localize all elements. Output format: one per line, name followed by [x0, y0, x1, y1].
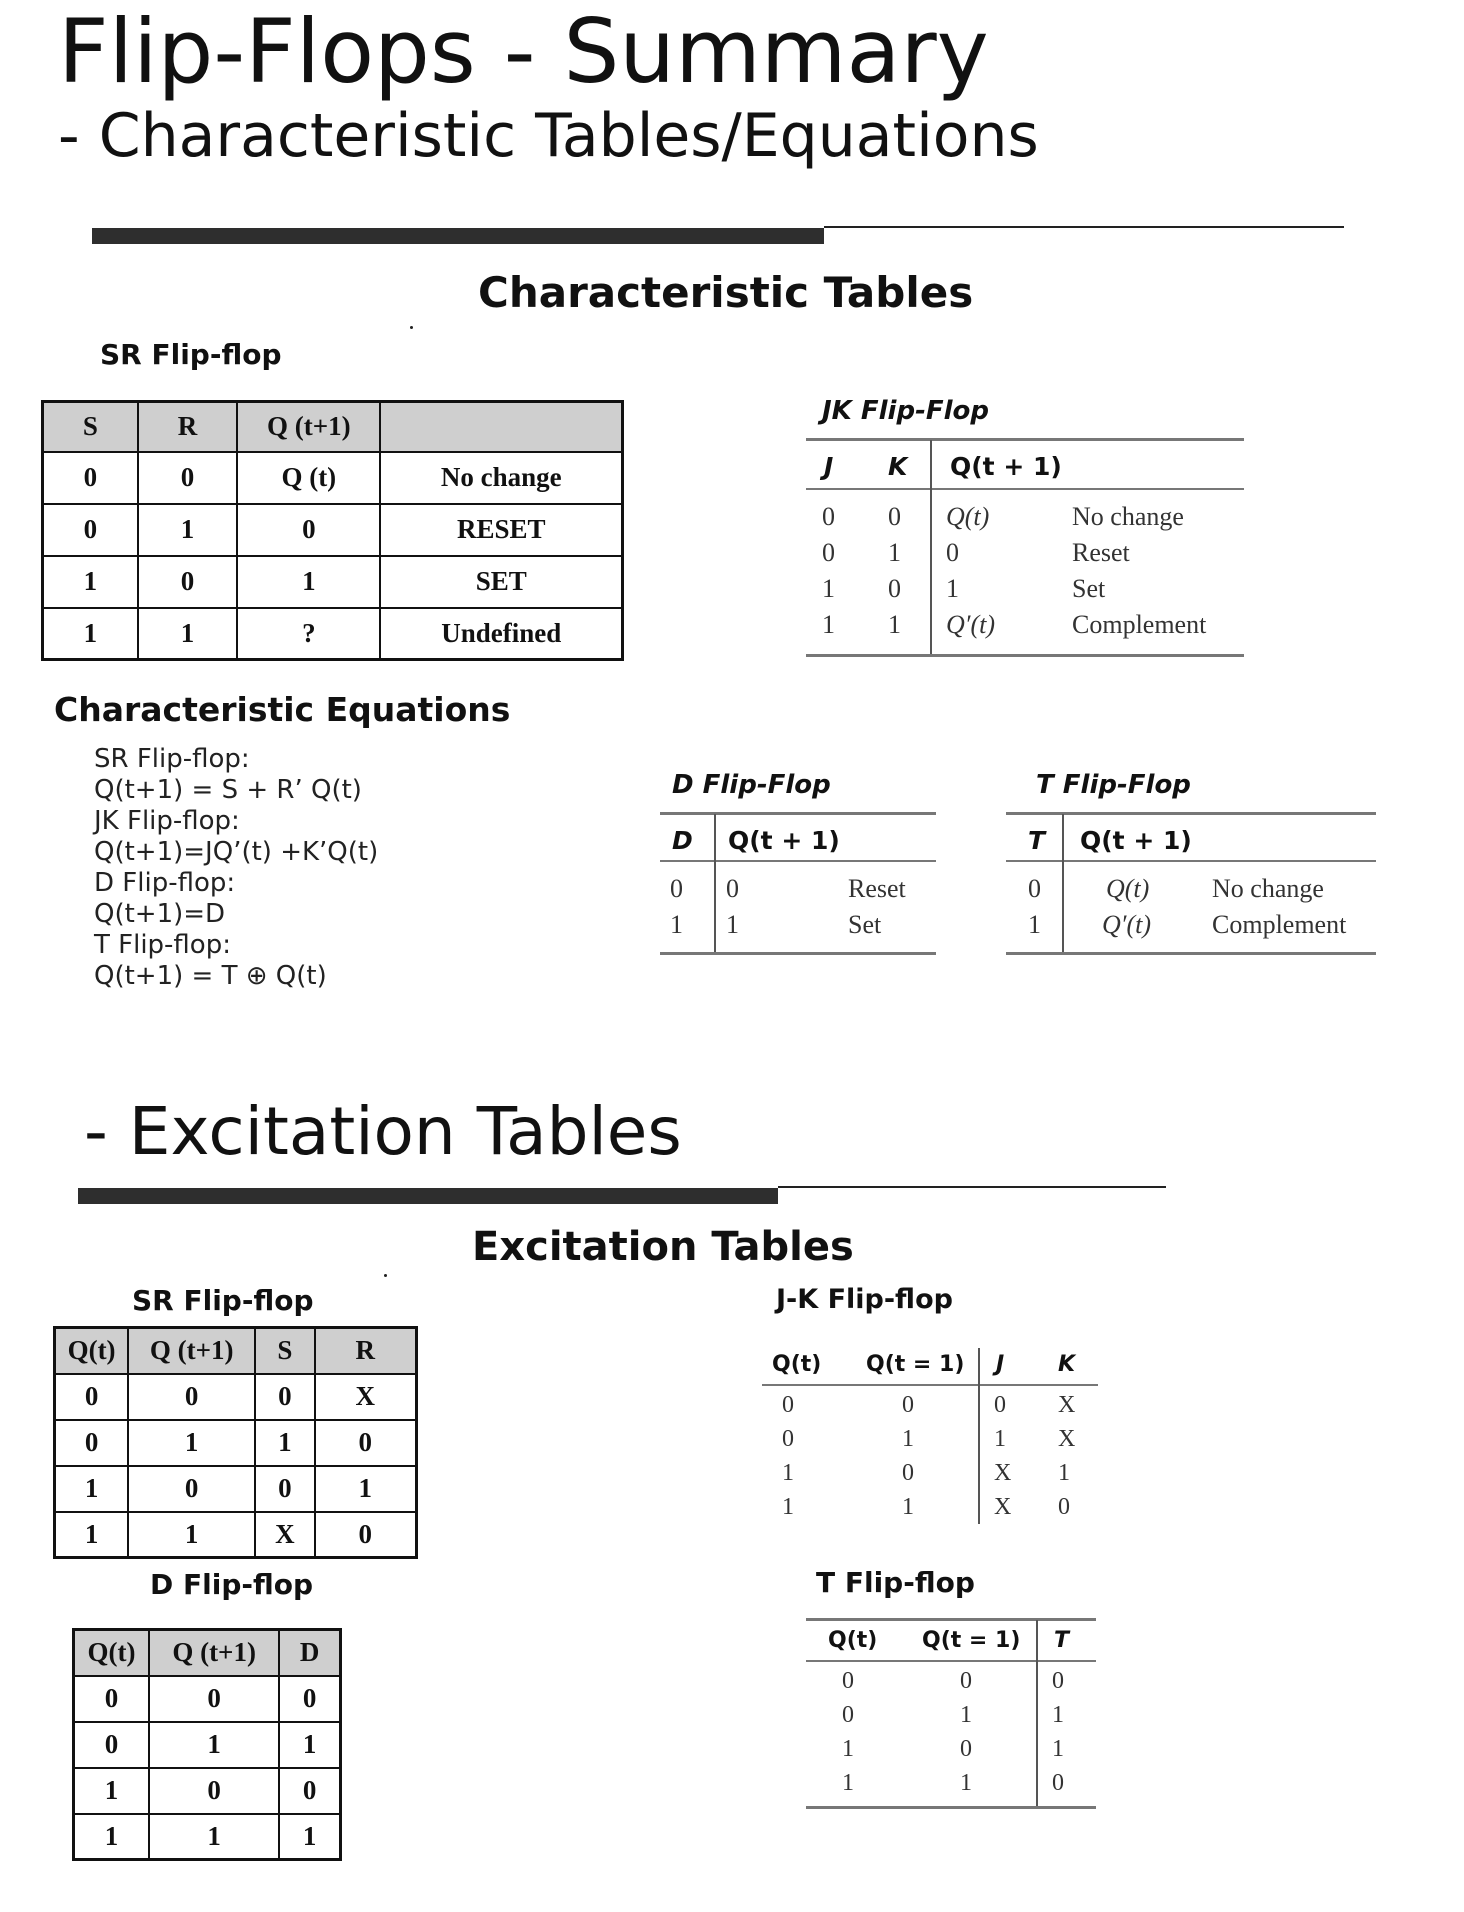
table-cell: 1: [1028, 910, 1041, 939]
equation-line: Q(t+1)=JQ’(t) +K’Q(t): [94, 837, 379, 867]
table-cell: 1: [888, 610, 901, 639]
table-cell: 0: [237, 504, 380, 556]
t-exc-label: T Flip-flop: [816, 1566, 975, 1599]
table-cell: 1: [994, 1426, 1006, 1452]
table-cell: 0: [315, 1420, 417, 1466]
jk-char-label: JK Flip-Flop: [822, 396, 990, 426]
header-cell: T: [1054, 1628, 1070, 1653]
table-cell: 1: [822, 610, 835, 639]
table-cell: 0: [74, 1722, 149, 1768]
table-cell: 0: [149, 1676, 279, 1722]
title-rule-thin: [824, 226, 1344, 228]
table-cell: 0: [279, 1676, 340, 1722]
header-cell: Q(t): [772, 1352, 822, 1377]
header-cell: D: [279, 1630, 340, 1676]
table-cell: No change: [1072, 502, 1184, 531]
table-cell: 1: [670, 910, 683, 939]
table-cell: 0: [842, 1668, 854, 1694]
t-char-label: T Flip-Flop: [1036, 770, 1191, 800]
header-cell: Q(t = 1): [922, 1628, 1021, 1653]
table-cell: 0: [55, 1374, 129, 1420]
table-cell: 1: [888, 538, 901, 567]
table-divider: [1062, 814, 1064, 952]
table-cell: 0: [128, 1466, 255, 1512]
table-cell: 0: [128, 1374, 255, 1420]
equation-line: SR Flip-flop:: [94, 744, 250, 774]
header-cell: J: [996, 1352, 1005, 1377]
table-cell: 0: [1028, 874, 1041, 903]
table-cell: 1: [842, 1770, 854, 1796]
table-cell: 1: [1052, 1736, 1064, 1762]
table-cell: 1: [726, 910, 739, 939]
table-rule: [806, 438, 1244, 441]
table-cell: 0: [255, 1374, 314, 1420]
table-cell: No change: [380, 452, 622, 504]
equation-line: Q(t+1) = T ⊕ Q(t): [94, 961, 327, 991]
header-cell: Q(t): [74, 1630, 149, 1676]
characteristic-equations-heading: Characteristic Equations: [54, 690, 511, 729]
table-cell: 1: [902, 1494, 914, 1520]
table-cell: 0: [670, 874, 683, 903]
table-cell: 0: [138, 452, 237, 504]
table-cell: 1: [138, 608, 237, 660]
table-cell: 1: [43, 556, 138, 608]
table-cell: Set: [1072, 574, 1106, 603]
excitation-tables-heading: Excitation Tables: [472, 1224, 854, 1270]
table-cell: 1: [782, 1460, 794, 1486]
excitation-rule-thin: [778, 1186, 1166, 1188]
header-cell: Q (t+1): [128, 1328, 255, 1374]
table-cell: Q(t): [946, 502, 990, 531]
table-cell: 0: [888, 574, 901, 603]
table-rule: [1006, 952, 1376, 955]
table-cell: 0: [726, 874, 739, 903]
table-cell: 1: [946, 574, 959, 603]
table-cell: 0: [255, 1466, 314, 1512]
header-cell: Q(t): [55, 1328, 129, 1374]
table-cell: No change: [1212, 874, 1324, 903]
table-cell: 0: [138, 556, 237, 608]
table-cell: X: [255, 1512, 314, 1558]
table-cell: 0: [842, 1702, 854, 1728]
sr-characteristic-table: [41, 400, 624, 661]
header-cell: K: [1058, 1352, 1076, 1377]
table-cell: 1: [149, 1722, 279, 1768]
table-rule: [762, 1384, 1098, 1386]
stray-dot: [410, 326, 413, 329]
table-cell: 0: [902, 1392, 914, 1418]
table-cell: 1: [74, 1768, 149, 1814]
table-divider: [930, 440, 932, 654]
header-cell: Q(t = 1): [866, 1352, 965, 1377]
header-cell: [380, 402, 622, 452]
table-cell: Set: [848, 910, 882, 939]
table-cell: Complement: [1212, 910, 1347, 939]
equation-line: D Flip-flop:: [94, 868, 236, 898]
sr-excitation-table: [53, 1326, 418, 1559]
d-exc-label: D Flip-flop: [150, 1568, 314, 1601]
excitation-rule-thick: [78, 1188, 778, 1204]
table-cell: 1: [237, 556, 380, 608]
table-cell: 1: [279, 1814, 340, 1860]
table-cell: 1: [960, 1770, 972, 1796]
equation-line: T Flip-flop:: [94, 930, 231, 960]
table-cell: Reset: [1072, 538, 1130, 567]
table-cell: X: [1058, 1426, 1076, 1452]
table-cell: 0: [782, 1392, 794, 1418]
table-cell: 1: [138, 504, 237, 556]
table-cell: 1: [255, 1420, 314, 1466]
table-cell: ?: [237, 608, 380, 660]
table-cell: Q(t): [1106, 874, 1150, 903]
table-cell: 1: [842, 1736, 854, 1762]
jk-exc-label: J-K Flip-flop: [776, 1284, 953, 1315]
header-cell: K: [888, 452, 908, 481]
table-cell: 0: [782, 1426, 794, 1452]
excitation-section-title: - Excitation Tables: [84, 1093, 682, 1170]
table-cell: 0: [149, 1768, 279, 1814]
table-cell: 0: [822, 538, 835, 567]
table-cell: RESET: [380, 504, 622, 556]
header-cell: Q (t+1): [149, 1630, 279, 1676]
table-cell: 0: [315, 1512, 417, 1558]
characteristic-tables-heading: Characteristic Tables: [478, 268, 974, 317]
equations-list: [94, 744, 378, 992]
table-cell: 1: [128, 1512, 255, 1558]
header-cell: T: [1028, 826, 1046, 855]
header-cell: Q(t + 1): [1080, 826, 1192, 855]
table-cell: 1: [902, 1426, 914, 1452]
table-rule: [806, 1660, 1096, 1662]
table-cell: 0: [960, 1668, 972, 1694]
table-cell: Q′(t): [1102, 910, 1152, 939]
stray-dot: [384, 1274, 387, 1277]
table-cell: 0: [1052, 1668, 1064, 1694]
table-cell: 0: [55, 1420, 129, 1466]
table-cell: Q′(t): [946, 610, 996, 639]
table-rule: [806, 488, 1244, 490]
header-cell: Q(t + 1): [728, 826, 840, 855]
table-rule: [806, 654, 1244, 657]
title-rule-thick: [92, 228, 824, 244]
table-cell: 1: [1052, 1702, 1064, 1728]
table-cell: Undefined: [380, 608, 622, 660]
header-cell: S: [43, 402, 138, 452]
table-cell: 1: [960, 1702, 972, 1728]
table-rule: [806, 1806, 1096, 1809]
header-cell: Q (t+1): [237, 402, 380, 452]
table-cell: X: [315, 1374, 417, 1420]
header-cell: R: [138, 402, 237, 452]
table-cell: 0: [74, 1676, 149, 1722]
table-rule: [660, 952, 936, 955]
table-cell: 1: [55, 1466, 129, 1512]
table-cell: Reset: [848, 874, 906, 903]
header-cell: D: [672, 826, 693, 855]
table-cell: 0: [994, 1392, 1006, 1418]
table-rule: [660, 860, 936, 862]
sr-exc-label: SR Flip-flop: [132, 1284, 314, 1317]
table-divider: [1036, 1620, 1038, 1806]
table-cell: 0: [43, 452, 138, 504]
table-cell: 0: [946, 538, 959, 567]
table-cell: 0: [279, 1768, 340, 1814]
table-cell: 1: [55, 1512, 129, 1558]
table-cell: SET: [380, 556, 622, 608]
sr-char-label: SR Flip-flop: [100, 338, 282, 371]
header-cell: S: [255, 1328, 314, 1374]
table-cell: 1: [128, 1420, 255, 1466]
table-rule: [806, 1618, 1096, 1621]
table-divider: [978, 1348, 980, 1524]
table-cell: 1: [279, 1722, 340, 1768]
table-cell: Complement: [1072, 610, 1207, 639]
table-rule: [660, 812, 936, 815]
table-cell: 0: [902, 1460, 914, 1486]
equation-line: Q(t+1) = S + R’ Q(t): [94, 775, 362, 805]
table-cell: 1: [1058, 1460, 1070, 1486]
equation-line: JK Flip-flop:: [94, 806, 240, 836]
header-cell: J: [824, 452, 834, 481]
table-cell: Q (t): [237, 452, 380, 504]
equation-line: Q(t+1)=D: [94, 899, 226, 929]
table-cell: 1: [43, 608, 138, 660]
table-divider: [714, 814, 716, 952]
table-cell: 0: [822, 502, 835, 531]
page-title: Flip-Flops - Summary: [58, 0, 989, 103]
table-cell: 1: [782, 1494, 794, 1520]
header-cell: Q(t): [828, 1628, 878, 1653]
table-cell: 1: [149, 1814, 279, 1860]
d-excitation-table: [72, 1628, 342, 1861]
table-cell: 0: [960, 1736, 972, 1762]
table-cell: 0: [1052, 1770, 1064, 1796]
table-cell: 0: [43, 504, 138, 556]
table-cell: 1: [822, 574, 835, 603]
d-char-label: D Flip-Flop: [672, 770, 831, 800]
table-cell: 0: [1058, 1494, 1070, 1520]
table-cell: 0: [888, 502, 901, 531]
table-cell: 1: [74, 1814, 149, 1860]
header-cell: Q(t + 1): [950, 452, 1062, 481]
table-cell: X: [1058, 1392, 1076, 1418]
table-cell: 1: [315, 1466, 417, 1512]
table-cell: X: [994, 1494, 1012, 1520]
header-cell: R: [315, 1328, 417, 1374]
page-subtitle: - Characteristic Tables/Equations: [58, 101, 1039, 171]
table-cell: X: [994, 1460, 1012, 1486]
